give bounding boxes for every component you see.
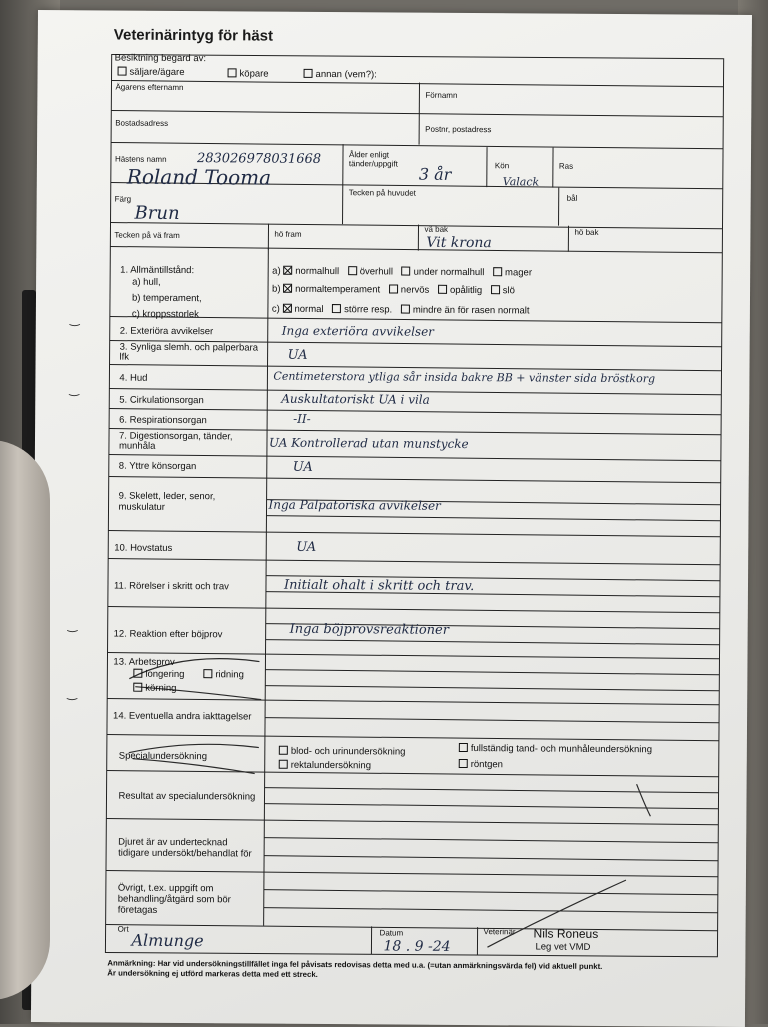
vet-name: Nils Roneus — [534, 927, 599, 939]
checkbox-rectal[interactable] — [279, 760, 288, 769]
right-hind-label: hö bak — [574, 228, 598, 237]
remark-line-1: Anmärkning: Har vid undersökningstillfället inga fel påvisats redovisas detta med u.a. (=utan anmärkningsvärda fel) vid aktuell punkt. — [107, 959, 602, 971]
vet-label: Veterinär — [484, 927, 516, 936]
color-label: Färg — [115, 195, 132, 204]
section-10-value: UA — [296, 540, 316, 555]
section-7-label: 7. Digestionsorgan, tänder, munhåla — [119, 432, 265, 453]
place-label: Ort — [118, 925, 129, 934]
section-1b-label: b) temperament, — [132, 293, 202, 305]
sex-label: Kön — [495, 161, 509, 170]
left-hind-value: Vit krona — [426, 235, 492, 251]
section-3-value: UA — [288, 348, 308, 363]
checkbox-xray[interactable] — [459, 759, 468, 768]
section-13-label: 13. Arbetsprov — [113, 657, 174, 669]
owner-name-label: Ägarens efternamn — [115, 83, 183, 92]
date-value: 18 . 9 -24 — [383, 938, 450, 954]
checkbox-smaller[interactable] — [401, 305, 410, 314]
certificate-paper — [31, 10, 752, 1027]
option-other[interactable]: annan (vem?): — [304, 69, 377, 81]
section-3-label: 3. Synliga slemh. och palperbara lfk — [120, 343, 260, 364]
margin-check: ‿ — [70, 312, 80, 326]
checkbox-nervos[interactable] — [389, 284, 398, 293]
condition-row-a: a) normalhull överhull under normalhull mager — [272, 266, 532, 279]
checkbox-buyer[interactable] — [228, 68, 237, 77]
checkbox-korning[interactable] — [133, 683, 142, 692]
checkbox-opalitlig[interactable] — [438, 285, 447, 294]
age-label: Ålder enligt tänder/uppgift — [349, 150, 419, 168]
page-title: Veterinärintyg för häst — [114, 27, 273, 45]
option-dental[interactable]: fullständig tand- och munhåleundersökning — [459, 743, 652, 755]
color-value: Brun — [135, 203, 180, 224]
section-8-value: UA — [293, 460, 313, 475]
condition-row-b: b) normaltemperament nervös opålitlig slö — [272, 284, 515, 297]
option-seller[interactable]: säljare/ägare — [118, 67, 185, 78]
option-rectal[interactable]: rektalundersökning — [279, 760, 371, 772]
sex-value: Valack — [503, 175, 539, 188]
section-9-value: Inga Palpatoriska avvikelser — [269, 498, 441, 513]
option-xray[interactable]: röntgen — [459, 759, 503, 770]
chip-number: 283026978031668 — [197, 151, 321, 167]
special-exam-label: Specialundersökning — [119, 751, 207, 764]
section-11-label: 11. Rörelser i skritt och trav — [114, 581, 229, 594]
checkbox-mager[interactable] — [493, 267, 502, 276]
vet-title: Leg vet VMD — [535, 941, 590, 953]
requested-by-label: Besiktning begärd av: — [115, 53, 206, 66]
address-label: Bostadsadress — [115, 119, 168, 128]
first-name-label: Förnamn — [425, 91, 457, 100]
section-12-label: 12. Reaktion efter böjprov — [114, 629, 223, 642]
left-hind-label: vä bak — [424, 225, 448, 234]
section-14-label: 14. Eventuella andra iakttagelser — [113, 711, 251, 724]
margin-check: ‿ — [68, 618, 78, 632]
special-result-label: Resultat av specialundersökning — [118, 791, 255, 804]
right-front-label: hö fram — [274, 230, 301, 239]
horse-name-value: Roland Tooma — [127, 165, 271, 190]
checkbox-longering[interactable] — [133, 669, 142, 678]
horse-name-label: Hästens namn — [115, 155, 167, 164]
option-blood-urine[interactable]: blod- och urinundersökning — [279, 746, 406, 758]
section-9-label: 9. Skelett, leder, senor, muskulatur — [118, 491, 248, 514]
previous-treatment-label: Djuret är av undertecknad tidigare undersökt/behandlat för — [118, 837, 258, 860]
section-2-label: 2. Exteriöra avvikelser — [120, 326, 214, 339]
section-4-label: 4. Hud — [119, 373, 147, 385]
front-markings-label: Tecken på vä fram — [114, 231, 179, 240]
section-5-label: 5. Cirkulationsorgan — [119, 395, 204, 408]
section-8-label: 8. Yttre könsorgan — [119, 461, 197, 474]
holding-thumb — [0, 440, 50, 1000]
body-label: bål — [567, 194, 578, 203]
section-2-value: Inga exteriöra avvikelser — [282, 324, 434, 339]
condition-row-c: c) normal större resp. mindre än för rasen normalt — [272, 304, 530, 317]
other-label: Övrigt, t.ex. uppgift om behandling/åtgärd som bör företagas — [118, 883, 262, 917]
checkbox-under-normalhull[interactable] — [402, 267, 411, 276]
checkbox-seller[interactable] — [118, 67, 127, 76]
checkbox-slo[interactable] — [491, 285, 500, 294]
checkbox-dental[interactable] — [459, 743, 468, 752]
option-buyer[interactable]: köpare — [228, 68, 269, 79]
option-longering[interactable]: longering — [133, 669, 184, 680]
checkbox-larger[interactable] — [332, 304, 341, 313]
checkbox-ridning[interactable] — [203, 669, 212, 678]
section-12-value: Inga böjprovsreaktioner — [290, 622, 449, 638]
head-markings-label: Tecken på huvudet — [349, 188, 416, 197]
section-11-value: Initialt ohalt i skritt och trav. — [284, 578, 474, 594]
margin-check: ‿ — [69, 382, 79, 396]
section-10-label: 10. Hovstatus — [114, 543, 172, 555]
postal-label: Postnr, postadress — [425, 125, 491, 134]
checkbox-other[interactable] — [304, 69, 313, 78]
checkbox-blood-urine[interactable] — [279, 746, 288, 755]
section-1c-label: c) kroppsstorlek — [132, 309, 199, 321]
age-value: 3 år — [419, 165, 452, 184]
option-ridning[interactable]: ridning — [203, 669, 244, 680]
section-4-value: Centimeterstora ytliga sår insida bakre BB + vänster sida bröstkorg — [273, 370, 655, 386]
date-label: Datum — [380, 928, 404, 937]
remark-line-2: Är undersökning ej utförd markeras detta med ett streck. — [107, 969, 318, 979]
section-6-value: -II- — [293, 412, 311, 426]
place-value: Almunge — [131, 931, 203, 951]
section-7-value: UA Kontrollerad utan munstycke — [269, 436, 469, 451]
section-5-value: Auskultatoriskt UA i vila — [281, 392, 430, 407]
breed-label: Ras — [559, 162, 573, 171]
margin-check: ‿ — [67, 686, 77, 700]
section-1a-label: a) hull, — [132, 277, 161, 289]
section-1-label: 1. Allmäntillstånd: — [120, 265, 194, 278]
checkbox-normal-size[interactable] — [282, 304, 291, 313]
checkbox-overhull[interactable] — [348, 266, 357, 275]
checkbox-normaltemperament[interactable] — [283, 284, 292, 293]
checkbox-normalhull[interactable] — [283, 266, 292, 275]
option-korning[interactable]: körning — [133, 683, 176, 694]
section-6-label: 6. Respirationsorgan — [119, 415, 207, 428]
